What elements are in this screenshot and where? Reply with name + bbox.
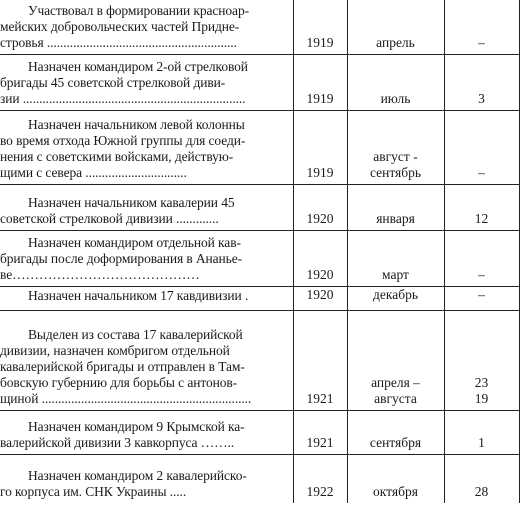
event-description: Назначен командиром отдельной кав- бригады после доформирования в Ананье- ве…………………………………… (0, 231, 293, 287)
event-year: 1920 (293, 185, 347, 231)
event-year: 1919 (293, 0, 347, 55)
event-description: Участвовал в формировании красноар- мейских добровольческих частей Придне- стровья .......................................................... (0, 0, 293, 55)
event-year: 1921 (293, 311, 347, 411)
event-description: Назначен командиром 2-ой стрелковой бригады 45 советской стрелковой диви- зии .................................................................... (0, 55, 293, 111)
event-year: 1919 (293, 111, 347, 185)
table-row (0, 185, 519, 231)
event-day: – (444, 287, 519, 311)
event-day: 3 (444, 55, 519, 111)
event-month: март (347, 231, 444, 287)
event-day: 23 19 (444, 311, 519, 411)
table-row (0, 455, 519, 503)
event-day: 1 (444, 411, 519, 455)
event-month: апрель (347, 0, 444, 55)
event-description: Назначен командиром 2 кавалерийско- го корпуса им. СНК Украины ..... (0, 455, 293, 503)
table-row (0, 311, 519, 411)
event-description: Назначен начальником левой колонны во время отхода Южной группы для соеди- нения с советскими войсками, действую- щими с севера ............................... (0, 111, 293, 185)
event-description: Назначен начальником 17 кавдивизии . (0, 287, 293, 311)
event-month: август - сентябрь (347, 111, 444, 185)
event-month: января (347, 185, 444, 231)
table-row (0, 55, 519, 111)
event-day: 28 (444, 455, 519, 503)
table-row (0, 287, 519, 311)
event-year: 1919 (293, 55, 347, 111)
table-row (0, 411, 519, 455)
event-description: Назначен начальником кавалерии 45 советской стрелковой дивизии ............. (0, 185, 293, 231)
event-month: декабрь (347, 287, 444, 311)
event-month: апреля – августа (347, 311, 444, 411)
event-day: – (444, 111, 519, 185)
event-month: июль (347, 55, 444, 111)
event-year: 1922 (293, 455, 347, 503)
table-row (0, 111, 519, 185)
event-year: 1920 (293, 287, 347, 311)
event-month: октября (347, 455, 444, 503)
event-year: 1921 (293, 411, 347, 455)
event-description: Выделен из состава 17 кавалерийской дивизии, назначен комбригом отдельной кавалерийской бригады и отправлен в Там- бовскую губернию для борьбы с антонов- щиной ................................................................ (0, 311, 293, 411)
event-description: Назначен командиром 9 Крымской ка- валерийской дивизии 3 кавкорпуса …….. (0, 411, 293, 455)
table-row (0, 231, 519, 287)
table-row (0, 0, 519, 55)
event-year: 1920 (293, 231, 347, 287)
event-day: – (444, 0, 519, 55)
event-day: – (444, 231, 519, 287)
event-day: 12 (444, 185, 519, 231)
event-month: сентября (347, 411, 444, 455)
